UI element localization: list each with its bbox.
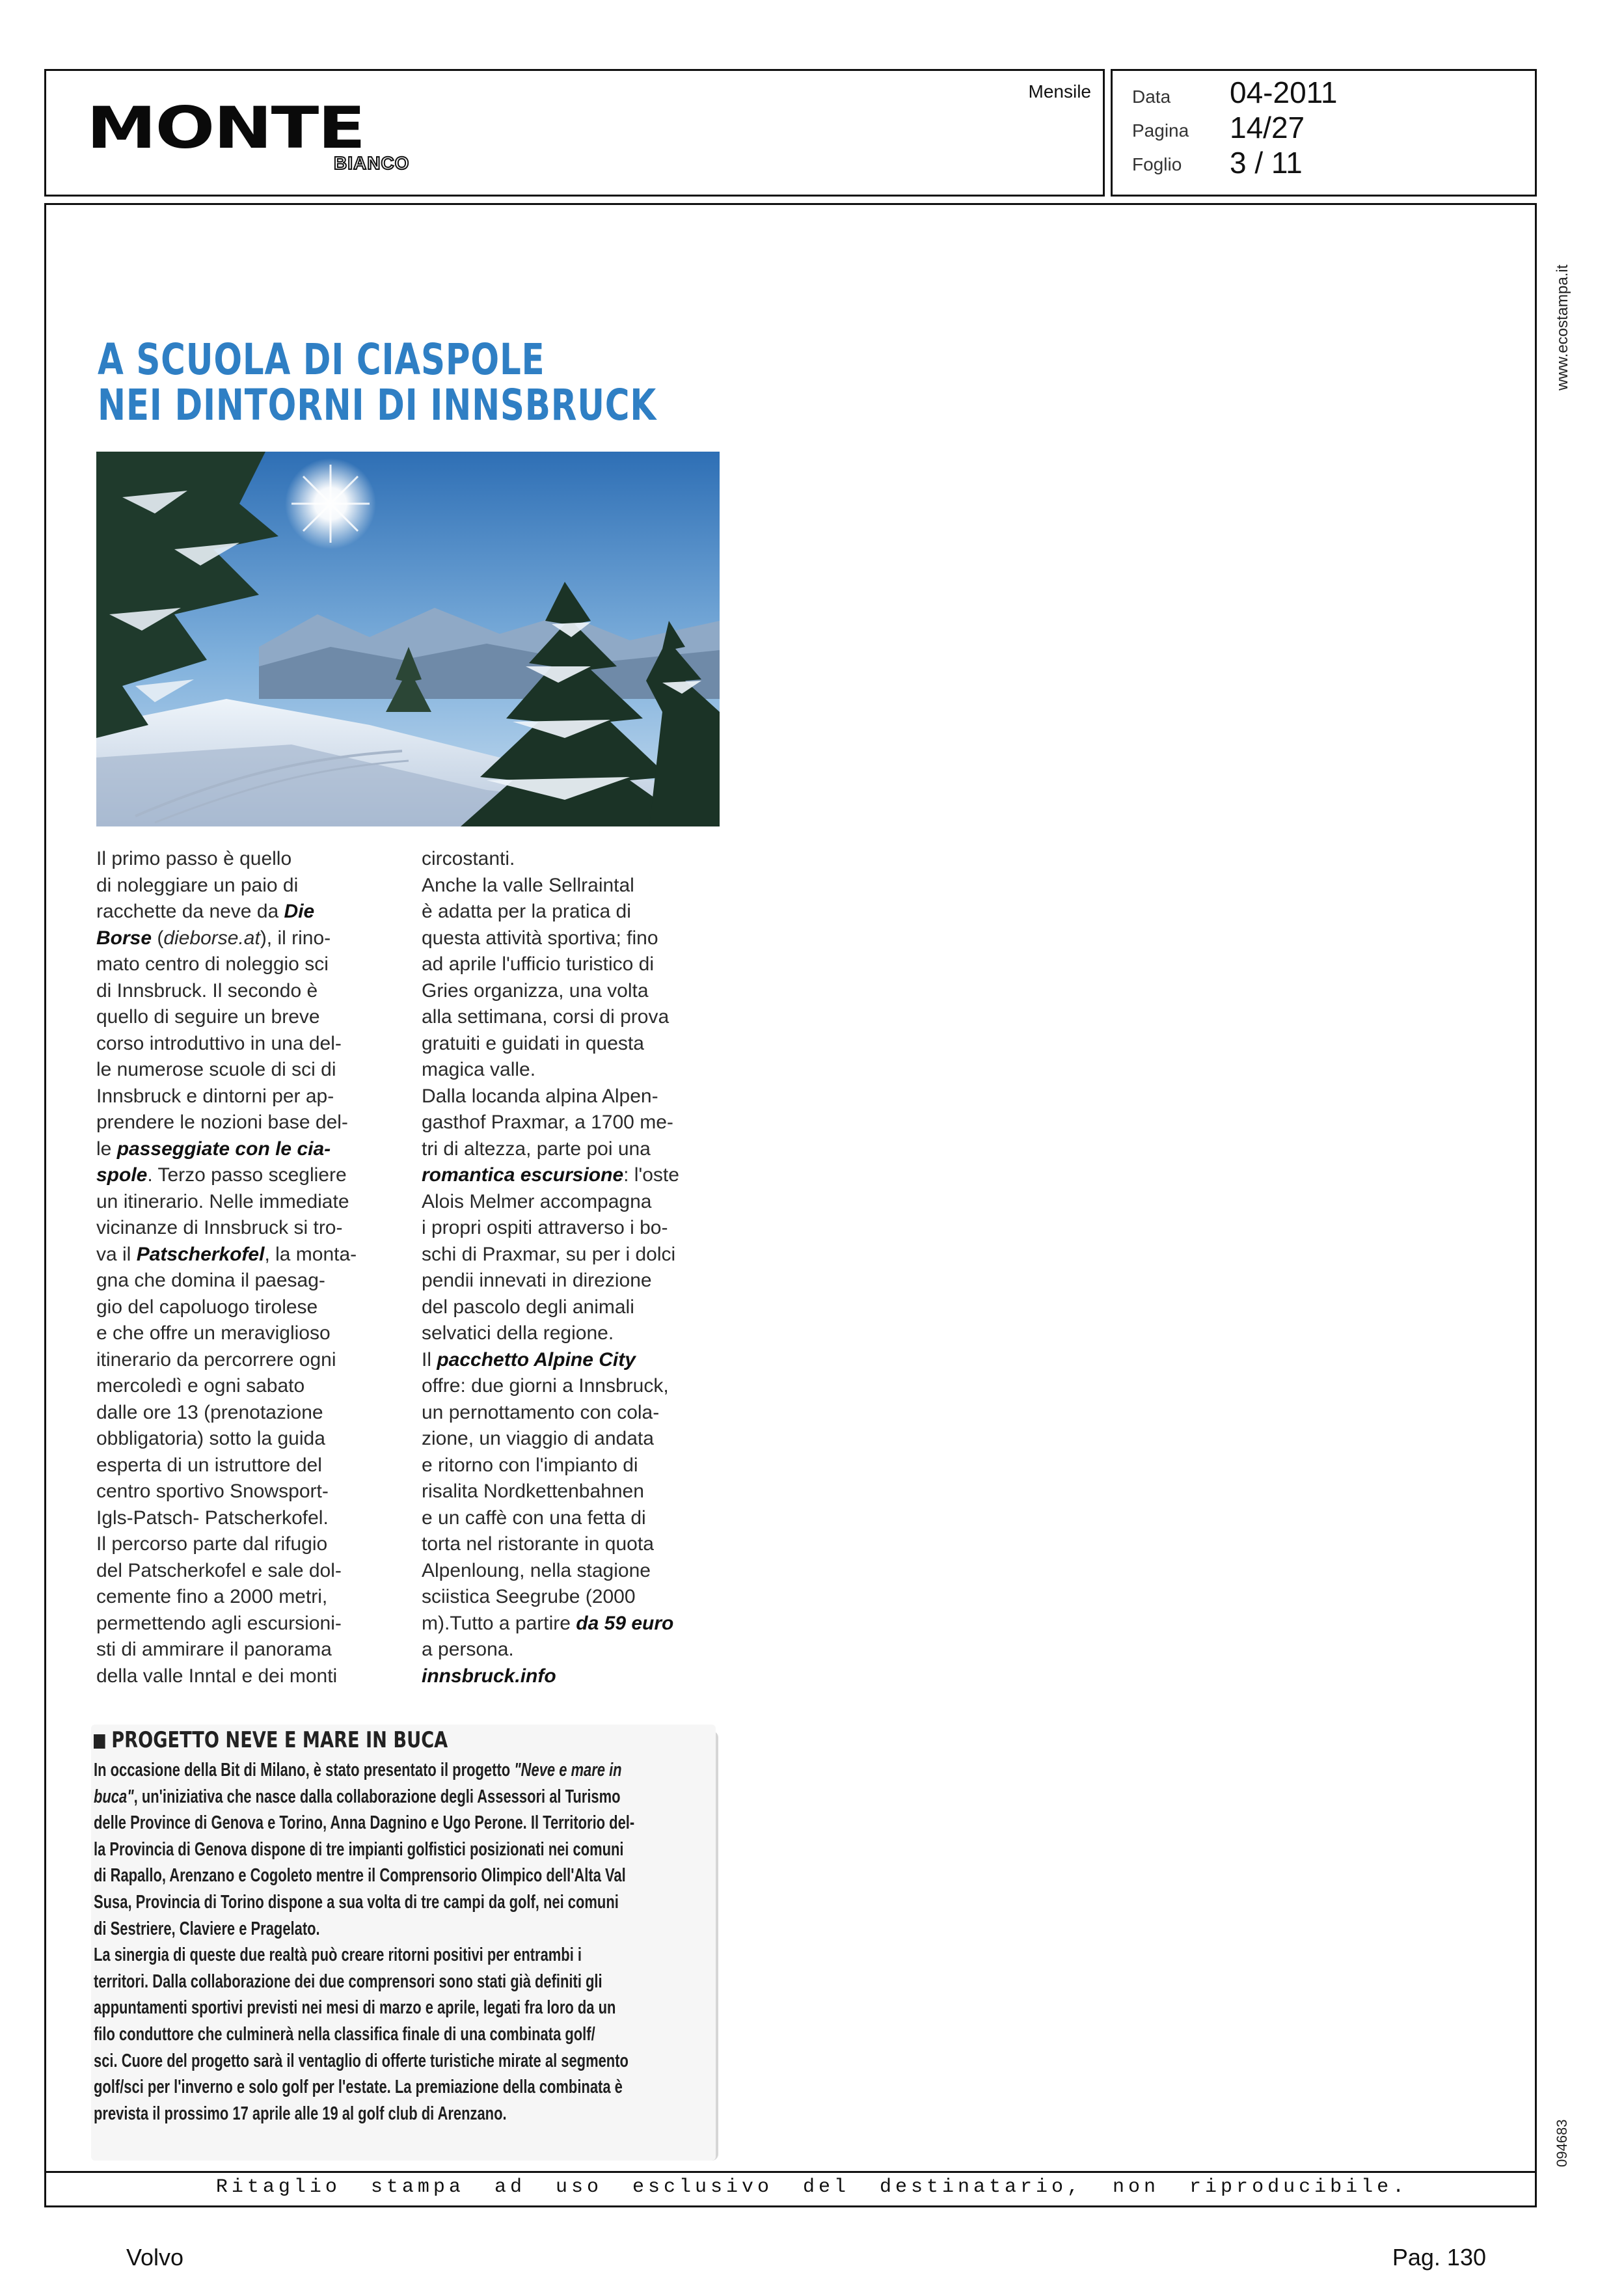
body-text: questa attività sportiva; fino	[422, 927, 658, 949]
text-line	[422, 1663, 708, 1690]
article-photo	[96, 452, 720, 826]
emphasis-text: dieborse.at	[163, 927, 260, 949]
box-body	[94, 1757, 695, 2127]
text-line	[94, 2074, 695, 2101]
text-line	[96, 1294, 383, 1321]
logo-main-text: MONTE	[87, 94, 365, 162]
body-text: offre: due giorni a Innsbruck,	[422, 1375, 669, 1397]
body-text: e ritorno con l'impianto di	[422, 1454, 638, 1476]
body-text: prendere le nozioni base del-	[96, 1112, 348, 1133]
text-line	[96, 1505, 383, 1532]
publication-logo	[87, 94, 410, 173]
client-name: Volvo	[126, 2244, 184, 2271]
emphasis-text: romantica escursione	[422, 1164, 624, 1186]
emphasis-text: Die	[284, 901, 315, 922]
text-line	[94, 1757, 695, 1784]
body-text: pendii innevati in direzione	[422, 1270, 652, 1291]
body-text: gratuiti e guidati in questa	[422, 1032, 644, 1054]
body-text: Gries organizza, una volta	[422, 979, 649, 1002]
logo-sub-text: BIANCO	[334, 153, 410, 173]
emphasis-text: buca"	[94, 1786, 134, 1807]
text-line	[96, 846, 383, 873]
emphasis-text: innsbruck.info	[422, 1665, 556, 1687]
text-line	[422, 1242, 708, 1268]
text-line	[422, 1136, 708, 1163]
text-line	[94, 2021, 695, 2048]
emphasis-text: "Neve e mare in	[514, 1760, 622, 1781]
text-line	[96, 1215, 383, 1242]
body-text: delle Province di Genova e Torino, Anna Dagnino e Ugo Perone. Il Territorio del-	[94, 1812, 635, 1834]
text-line	[422, 1531, 708, 1558]
body-text: Alpenloung, nella stagione	[422, 1559, 651, 1581]
body-text: permettendo agli escursioni-	[96, 1612, 342, 1634]
body-text: tri di altezza, parte poi una	[422, 1138, 651, 1160]
body-text: Dalla locanda alpina Alpen-	[422, 1085, 658, 1107]
body-text: di Rapallo, Arenzano e Cogoleto mentre il Comprensorio Olimpico dell'Alta Val	[94, 1865, 626, 1887]
body-text: quello di seguire un breve	[96, 1006, 320, 1028]
text-line	[96, 1558, 383, 1585]
emphasis-text: Borse	[96, 927, 152, 949]
masthead-box	[44, 69, 1105, 197]
body-text: gna che domina il paesag-	[96, 1270, 325, 1291]
body-text: . Terzo passo scegliere	[147, 1164, 347, 1186]
body-text: è adatta per la pratica di	[422, 901, 631, 922]
text-line	[422, 1084, 708, 1110]
body-text: Il percorso parte dal rifugio	[96, 1533, 328, 1555]
text-line	[96, 1373, 383, 1400]
text-line	[422, 925, 708, 952]
text-line	[422, 1426, 708, 1453]
body-text: e un caffè con una fetta di	[422, 1507, 646, 1529]
emphasis-text: da 59 euro	[576, 1612, 674, 1634]
text-line	[422, 873, 708, 899]
body-text: di Sestriere, Claviere e Pragelato.	[94, 1918, 320, 1939]
body-text: di Innsbruck. Il secondo è	[96, 979, 318, 1002]
text-line	[96, 1453, 383, 1479]
body-text: Susa, Provincia di Torino dispone a sua volta di tre campi da golf, nei comuni	[94, 1891, 619, 1913]
text-line	[96, 1004, 383, 1031]
body-text: centro sportivo Snowsport-	[96, 1481, 329, 1502]
body-text: di noleggiare un paio di	[96, 874, 299, 896]
body-text: In occasione della Bit di Milano, è stato presentato il progetto	[94, 1760, 515, 1781]
text-line	[96, 1320, 383, 1347]
body-text: gasthof Praxmar, a 1700 me-	[422, 1112, 673, 1133]
text-line	[422, 1479, 708, 1505]
body-text: Innsbruck e dintorni per ap-	[96, 1085, 334, 1107]
body-text: appuntamenti sportivi previsti nei mesi di marzo e aprile, legati fra loro da un	[94, 1997, 616, 2019]
text-line	[96, 951, 383, 978]
body-text: magica valle.	[422, 1059, 536, 1080]
body-text: e che offre un meraviglioso	[96, 1322, 331, 1344]
text-line	[422, 1453, 708, 1479]
text-line	[96, 1162, 383, 1189]
body-text: zione, un viaggio di andata	[422, 1428, 654, 1449]
body-text: i propri ospiti attraverso i bo-	[422, 1217, 668, 1238]
text-line	[96, 1268, 383, 1294]
body-text: un pernottamento con cola-	[422, 1401, 660, 1423]
text-line	[96, 1084, 383, 1110]
body-text: sci. Cuore del progetto sarà il ventaglio di offerte turistiche mirate al segmento	[94, 2050, 629, 2071]
text-line	[422, 1110, 708, 1136]
text-line	[96, 1031, 383, 1058]
text-line	[96, 899, 383, 925]
text-line	[96, 1242, 383, 1268]
body-text: corso introduttivo in una del-	[96, 1032, 342, 1054]
snowy-forest-image	[96, 452, 720, 826]
body-text: le	[96, 1138, 117, 1160]
text-line	[422, 1400, 708, 1426]
page-label: Pagina	[1132, 120, 1189, 141]
body-text: , la monta-	[264, 1243, 357, 1265]
text-line	[422, 1611, 708, 1637]
text-line	[94, 1969, 695, 1995]
body-text: Il	[422, 1348, 437, 1371]
text-line	[96, 873, 383, 899]
body-text: un itinerario. Nelle immediate	[96, 1190, 349, 1212]
body-text: La sinergia di queste due realtà può creare ritorni positivi per entrambi i	[94, 1945, 582, 1966]
body-text: mato centro di noleggio sci	[96, 953, 329, 975]
frame-footer-divider	[44, 2171, 1537, 2173]
source-website: www.ecostampa.it	[1554, 264, 1571, 390]
page-value: 14/27	[1230, 111, 1305, 144]
body-text: dalle ore 13 (prenotazione	[96, 1401, 323, 1423]
text-line	[94, 1810, 695, 1836]
body-text: del pascolo degli animali	[422, 1296, 634, 1318]
sheet-label: Foglio	[1132, 154, 1182, 174]
body-text: itinerario da percorrere ogni	[96, 1348, 336, 1371]
body-text: a persona.	[422, 1639, 514, 1660]
text-line	[96, 1400, 383, 1426]
body-text: ad aprile l'ufficio turistico di	[422, 953, 655, 975]
body-text: schi di Praxmar, su per i dolci	[422, 1243, 676, 1265]
text-line	[94, 1995, 695, 2021]
body-text: sti di ammirare il panorama	[96, 1639, 332, 1660]
body-text: vicinanze di Innsbruck si tro-	[96, 1217, 343, 1238]
body-text: : l'oste	[623, 1164, 679, 1186]
text-line	[422, 899, 708, 925]
text-line	[96, 1479, 383, 1505]
text-line	[94, 2101, 695, 2127]
body-text: selvatici della regione.	[422, 1322, 614, 1344]
text-line	[422, 1162, 708, 1189]
clipping-code: 094683	[1554, 2119, 1570, 2167]
sheet-value: 3 / 11	[1230, 146, 1303, 180]
periodicity-label: Mensile	[1028, 81, 1091, 102]
body-text: del Patscherkofel e sale dol-	[96, 1559, 342, 1581]
body-text: risalita Nordkettenbahnen	[422, 1481, 644, 1502]
body-text: mercoledì e ogni sabato	[96, 1375, 305, 1397]
text-line	[422, 1558, 708, 1585]
text-line	[96, 1531, 383, 1558]
text-line	[96, 925, 383, 952]
text-line	[96, 1426, 383, 1453]
text-line	[422, 1004, 708, 1031]
emphasis-text: Patscherkofel	[136, 1243, 265, 1265]
body-text: obbligatoria) sotto la guida	[96, 1428, 325, 1449]
body-text: m).Tutto a partire	[422, 1612, 576, 1634]
reproduction-disclaimer: Ritaglio stampa ad uso esclusivo del destinatario, non riproducibile.	[215, 2176, 1409, 2198]
text-line	[422, 1637, 708, 1663]
body-text: alla settimana, corsi di prova	[422, 1006, 670, 1028]
text-line	[96, 1584, 383, 1611]
article-column-1	[96, 846, 383, 1689]
emphasis-text: spole	[96, 1164, 148, 1186]
text-line	[94, 1784, 695, 1810]
text-line	[422, 1268, 708, 1294]
body-text: ), il rino-	[260, 927, 331, 949]
box-title	[94, 1727, 448, 1753]
text-line	[422, 846, 708, 873]
headline-line-2: NEI DINTORNI DI INNSBRUCK	[98, 380, 657, 430]
text-line	[96, 1611, 383, 1637]
headline-line-1: A SCUOLA DI CIASPOLE	[98, 334, 545, 385]
body-text: Igls-Patsch- Patscherkofel.	[96, 1507, 329, 1529]
body-text: , un'iniziativa che nasce dalla collaborazione degli Assessori al Turismo	[133, 1786, 621, 1807]
text-line	[96, 1189, 383, 1216]
text-line	[422, 1505, 708, 1532]
text-line	[422, 1215, 708, 1242]
text-line	[96, 1110, 383, 1136]
body-text: territori. Dalla collaborazione dei due comprensori sono stati già definiti gli	[94, 1971, 602, 1992]
body-text: circostanti.	[422, 848, 515, 869]
issue-info-box	[1111, 69, 1537, 197]
text-line	[94, 1942, 695, 1969]
text-line	[422, 951, 708, 978]
body-text: della valle Inntal e dei monti	[96, 1665, 338, 1687]
body-text: va il	[96, 1243, 137, 1265]
text-line	[96, 978, 383, 1005]
body-text: Il primo passo è quello	[96, 848, 292, 869]
article-headline	[98, 334, 657, 430]
text-line	[96, 1347, 383, 1374]
text-line	[94, 2048, 695, 2075]
emphasis-text: passeggiate con le cia-	[116, 1138, 331, 1160]
text-line	[422, 1057, 708, 1084]
text-line	[94, 1863, 695, 1889]
text-line	[422, 1320, 708, 1347]
page-number: Pag. 130	[1392, 2244, 1486, 2271]
body-text: prevista il prossimo 17 aprile alle 19 al golf club di Arenzano.	[94, 2103, 507, 2124]
text-line	[94, 1889, 695, 1916]
body-text: (	[152, 927, 164, 949]
text-line	[94, 1836, 695, 1863]
text-line	[422, 1294, 708, 1321]
text-line	[96, 1637, 383, 1663]
body-text: torta nel ristorante in quota	[422, 1533, 654, 1555]
emphasis-text: pacchetto Alpine City	[437, 1348, 636, 1371]
text-line	[96, 1663, 383, 1690]
date-label: Data	[1132, 87, 1171, 107]
body-text: la Provincia di Genova dispone di tre impianti golfistici posizionati nei comuni	[94, 1838, 624, 1860]
date-value: 04-2011	[1230, 75, 1338, 109]
body-text: racchette da neve da	[96, 901, 284, 922]
square-bullet-icon	[94, 1734, 105, 1749]
text-line	[422, 1347, 708, 1374]
body-text: Alois Melmer accompagna	[422, 1190, 652, 1212]
text-line	[422, 1031, 708, 1058]
text-line	[96, 1136, 383, 1163]
box-title-text: PROGETTO NEVE E MARE IN BUCA	[111, 1727, 448, 1753]
article-column-2	[422, 846, 708, 1689]
body-text: le numerose scuole di sci di	[96, 1059, 336, 1080]
text-line	[422, 1189, 708, 1216]
body-text: Anche la valle Sellraintal	[422, 874, 634, 896]
body-text: golf/sci per l'inverno e solo golf per l'estate. La premiazione della combinata è	[94, 2077, 623, 2098]
body-text: cemente fino a 2000 metri,	[96, 1586, 328, 1607]
text-line	[422, 1373, 708, 1400]
body-text: esperta di un istruttore del	[96, 1454, 322, 1476]
text-line	[422, 978, 708, 1005]
body-text: filo conduttore che culminerà nella classifica finale di una combinata golf/	[94, 2023, 595, 2045]
body-text: sciistica Seegrube (2000	[422, 1586, 636, 1607]
body-text: gio del capoluogo tirolese	[96, 1296, 318, 1318]
text-line	[94, 1916, 695, 1943]
text-line	[422, 1584, 708, 1611]
text-line	[96, 1057, 383, 1084]
